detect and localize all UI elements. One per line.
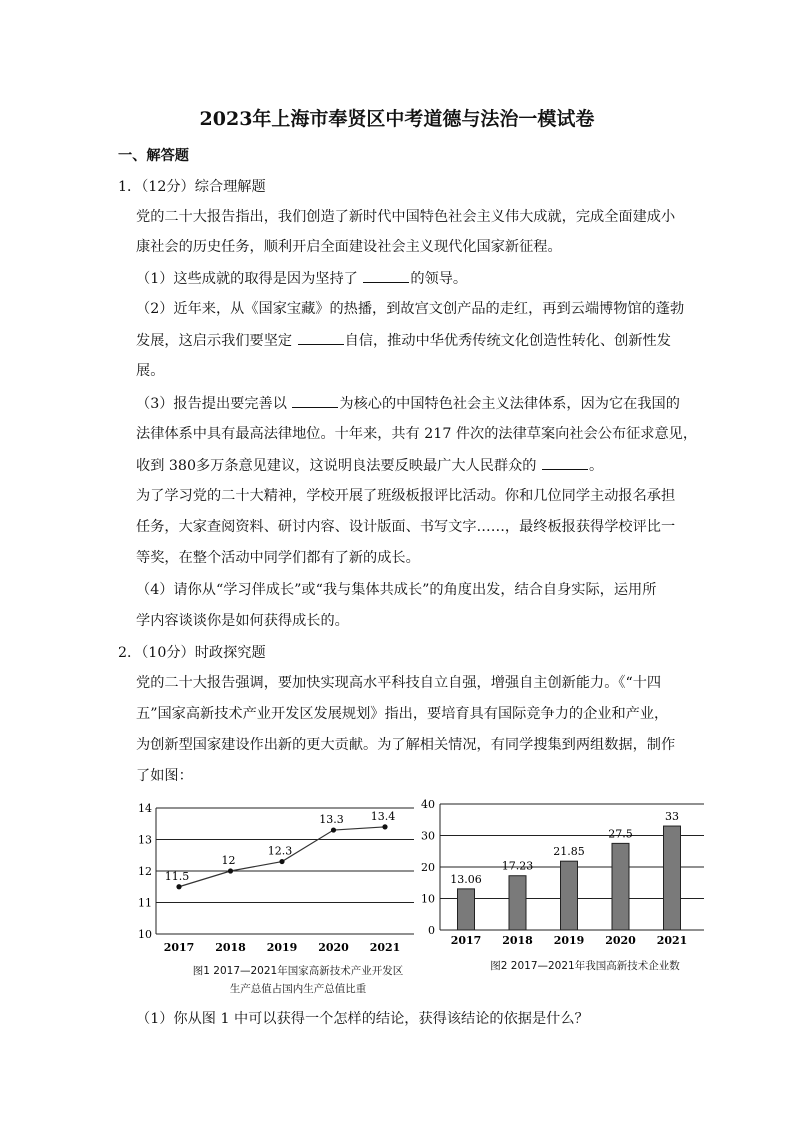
bar [458, 889, 475, 930]
paper-title: 2023年上海市奉贤区中考道德与法治一模试卷 [199, 108, 595, 130]
y-tick-label: 14 [138, 802, 152, 815]
data-label: 17.23 [501, 859, 534, 873]
bar [664, 826, 681, 930]
q1-part-2-line-1: （2）近年来，从《国家宝藏》的热播，到故宫文创产品的走红，再到云端博物馆的蓬勃 [136, 301, 685, 317]
x-tick-label: 2018 [502, 934, 533, 947]
data-point [279, 859, 284, 864]
data-label: 13.3 [319, 813, 344, 827]
data-label: 13.4 [370, 809, 396, 823]
q1-part-3-text-b: 为核心的中国特色社会主义法律体系，因为它在我国的 [339, 396, 680, 412]
q1-scenario-line-2: 任务，大家查阅资料、研讨内容、设计版面、书写文字……，最终板报获得学校评比一 [136, 519, 676, 535]
x-tick-label: 2020 [318, 941, 349, 954]
x-tick-label: 2017 [163, 941, 195, 954]
y-tick-label: 0 [428, 924, 435, 937]
y-tick-label: 20 [421, 861, 435, 874]
x-tick-label: 2019 [266, 941, 298, 954]
bar [612, 843, 629, 930]
q1-part-3-text-e: 。 [588, 458, 604, 474]
q1-part-3-line-3 [136, 455, 603, 476]
q1-part-2-text-b: 发展，这启示我们要坚定 [136, 333, 297, 349]
q1-intro-line-1: 党的二十大报告指出，我们创造了新时代中国特色社会主义伟大成就，完成全面建成小 [136, 209, 676, 225]
answer-blank[interactable] [542, 455, 588, 470]
data-point [228, 868, 233, 873]
data-point [382, 824, 387, 829]
q1-part-2-line-3: 展。 [136, 363, 165, 379]
bar [561, 861, 578, 930]
data-label: 11.5 [164, 869, 190, 883]
q2-text-line-4: 了如图： [136, 768, 193, 784]
q1-scenario-line-1: 为了学习党的二十大精神，学校开展了班级板报评比活动。你和几位同学主动报名承担 [136, 488, 676, 504]
figure-1-line-chart [126, 796, 426, 958]
q1-part-1-text-b: 的领导。 [410, 271, 468, 287]
y-tick-label: 30 [421, 829, 435, 843]
data-label: 21.85 [553, 845, 585, 859]
y-tick-label: 11 [138, 896, 152, 910]
q1-part-1-text-a: （1）这些成就的取得是因为坚持了 [136, 271, 363, 287]
answer-blank[interactable] [363, 268, 409, 283]
q1-part-2-line-2 [136, 330, 671, 351]
q1-intro-line-2: 康社会的历史任务，顺利开启全面建设社会主义现代化国家新征程。 [136, 239, 562, 255]
figure-2-caption: 图2 2017—2021年我国高新技术企业数 [490, 960, 680, 972]
x-tick-label: 2020 [605, 934, 636, 947]
q1-part-3-text-a: （3）报告提出要完善以 [136, 396, 292, 412]
q1-part-3-text-d: 收到 380多万条意见建议，这说明良法要反映最广大人民群众的 [136, 458, 541, 474]
q2-text-line-3: 为创新型国家建设作出新的更大贡献。为了解相关情况，有同学搜集到两组数据，制作 [136, 737, 676, 753]
section-heading: 一、解答题 [118, 148, 189, 164]
y-tick-label: 10 [138, 928, 152, 941]
data-point [176, 884, 181, 889]
q1-part-4-line-2: 学内容谈谈你是如何获得成长的。 [136, 613, 349, 629]
data-label: 27.5 [608, 827, 633, 841]
q1-part-3-line-1 [136, 393, 680, 414]
x-tick-label: 2018 [215, 941, 246, 954]
y-tick-label: 40 [421, 798, 435, 811]
x-tick-label: 2021 [369, 941, 401, 954]
q1-part-2-text-c: 自信，推动中华优秀传统文化创造性转化、创新性发 [344, 333, 671, 349]
q1-part-3-line-2: 法律体系中具有最高法律地位。十年来，共有 217 件次的法律草案向社会公布征求意见， [136, 426, 698, 442]
q2-part-1: （1）你从图 1 中可以获得一个怎样的结论，获得该结论的依据是什么？ [136, 1011, 589, 1027]
question-2-heading: 2．（10分）时政探究题 [118, 645, 266, 661]
x-tick-label: 2019 [553, 934, 585, 947]
q1-part-1 [136, 268, 467, 289]
q2-text-line-2: 五”国家高新技术产业开发区发展规划》指出，要培育具有国际竞争力的企业和产业， [136, 706, 669, 722]
data-label: 33 [665, 810, 679, 824]
y-tick-label: 12 [138, 865, 152, 878]
bar [509, 876, 526, 930]
q1-part-4-line-1: （4）请你从“学习伴成长”或“我与集体共成长”的角度出发，结合自身实际，运用所 [136, 582, 657, 598]
x-tick-label: 2017 [450, 934, 482, 947]
figure-1-caption-line-1: 图1 2017—2021年国家高新技术产业开发区 [192, 965, 404, 977]
q2-text-line-1: 党的二十大报告强调，要加快实现高水平科技自立自强，增强自主创新能力。《“十四 [136, 675, 662, 691]
y-tick-label: 10 [421, 892, 435, 906]
x-tick-label: 2021 [656, 934, 688, 947]
data-label: 12 [221, 854, 236, 867]
question-1-heading: 1．（12分）综合理解题 [118, 179, 266, 195]
y-tick-label: 13 [138, 833, 152, 847]
data-label: 13.06 [450, 872, 482, 886]
figure-1-caption-line-2: 生产总值占国内生产总值比重 [229, 983, 367, 995]
data-point [331, 827, 336, 832]
q1-scenario-line-3: 等奖，在整个活动中同学们都有了新的成长。 [136, 550, 420, 566]
data-label: 12.3 [267, 844, 293, 858]
answer-blank[interactable] [292, 393, 338, 408]
answer-blank[interactable] [298, 330, 344, 345]
figure-2-bar-chart [410, 796, 710, 958]
